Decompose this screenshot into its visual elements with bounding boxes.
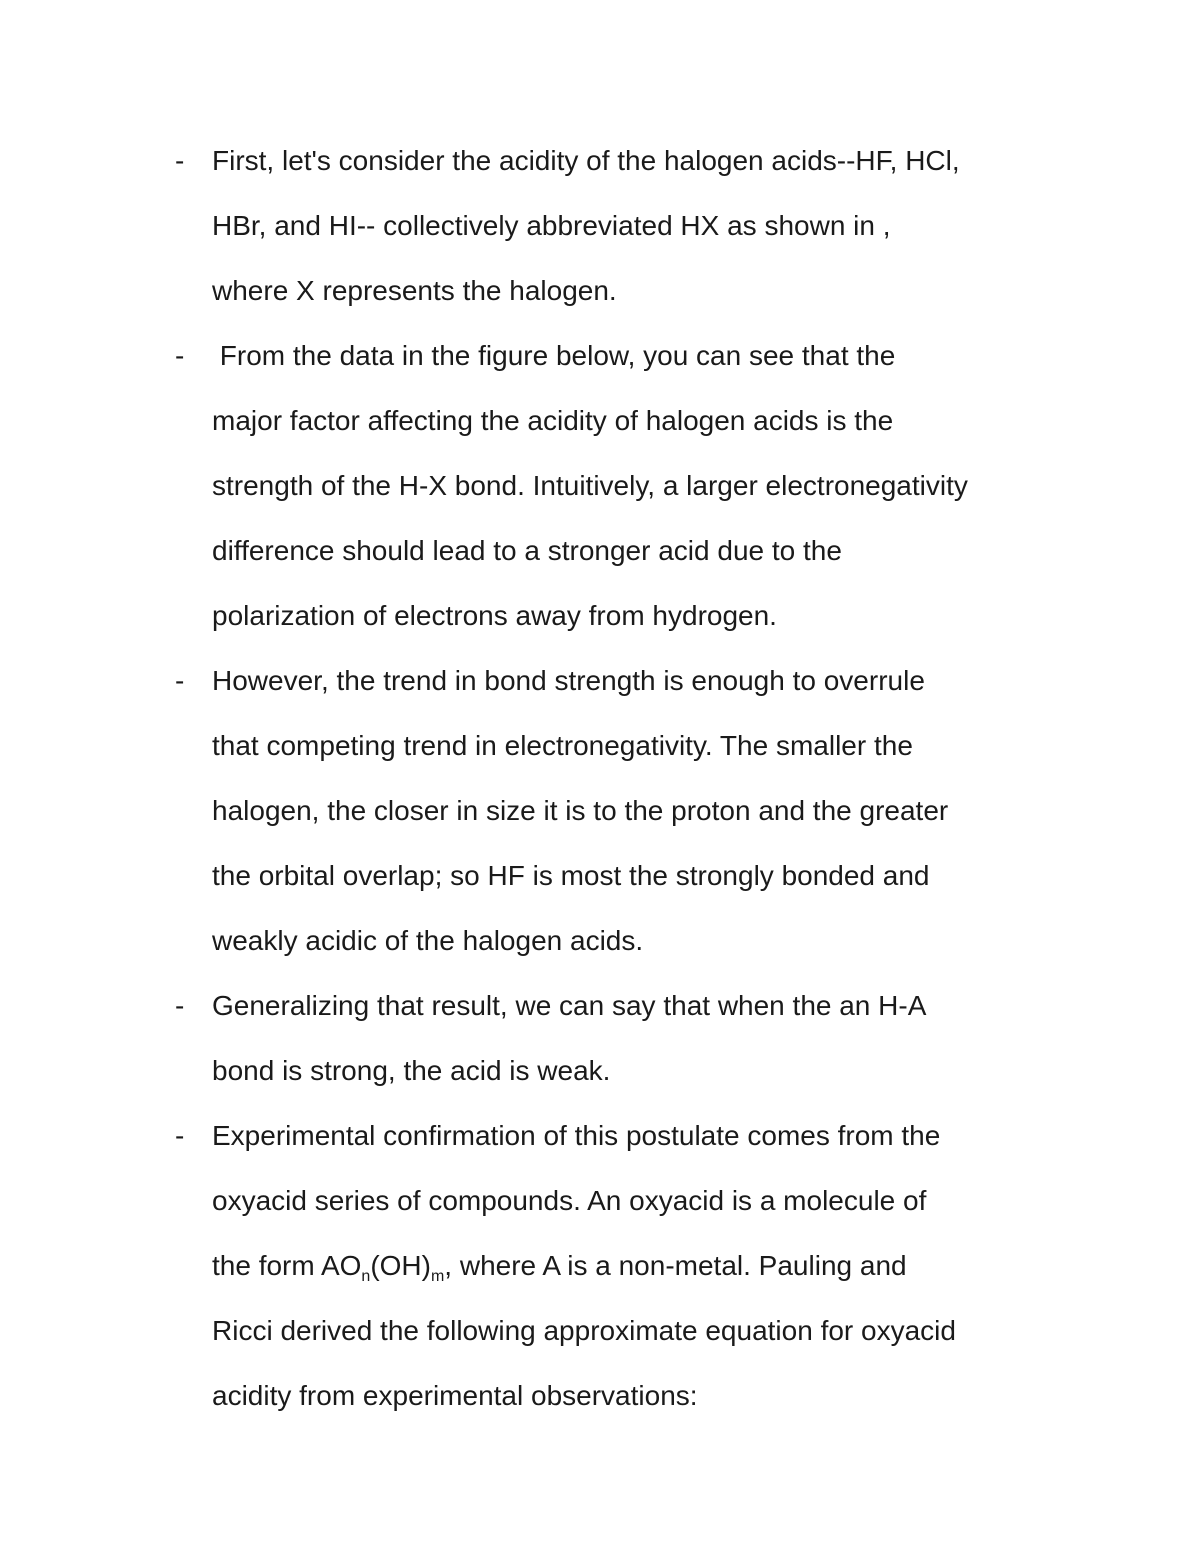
- text-line: Ricci derived the following approximate equation for oxyacid: [212, 1315, 956, 1346]
- bullet-dash: -: [175, 990, 185, 1021]
- text-line: halogen, the closer in size it is to the proton and the greater: [212, 795, 949, 826]
- text-line: From the data in the figure below, you can see that the: [212, 340, 896, 371]
- bullet-dash: -: [175, 665, 185, 696]
- text-line: First, let's consider the acidity of the halogen acids--HF, HCl,: [212, 145, 960, 176]
- text-line: weakly acidic of the halogen acids.: [212, 925, 644, 956]
- text-line: oxyacid series of compounds. An oxyacid is a molecule of: [212, 1185, 927, 1216]
- bullet-dash: -: [175, 340, 185, 371]
- formula-text-before: the form AO: [212, 1250, 362, 1281]
- bullet-dash: -: [175, 1120, 185, 1151]
- text-line: Experimental confirmation of this postulate comes from the: [212, 1120, 941, 1151]
- text-line: However, the trend in bond strength is enough to overrule: [212, 665, 925, 696]
- text-line: polarization of electrons away from hydrogen.: [212, 600, 777, 631]
- text-line: the orbital overlap; so HF is most the strongly bonded and: [212, 860, 930, 891]
- text-line: difference should lead to a stronger acid due to the: [212, 535, 842, 566]
- subscript-m: m: [430, 1268, 445, 1285]
- text-line: acidity from experimental observations:: [212, 1380, 698, 1411]
- formula-text-after: , where A is a non-metal. Pauling and: [444, 1250, 907, 1281]
- text-line: major factor affecting the acidity of halogen acids is the: [212, 405, 894, 436]
- subscript-n: n: [361, 1268, 371, 1285]
- text-line: strength of the H-X bond. Intuitively, a larger electronegativity: [212, 470, 968, 501]
- formula-text-mid: (OH): [370, 1250, 431, 1281]
- text-line: bond is strong, the acid is weak.: [212, 1055, 611, 1086]
- text-line: where X represents the halogen.: [212, 275, 617, 306]
- bullet-dash: -: [175, 145, 185, 176]
- formula-line: [212, 1233, 907, 1298]
- text-line: that competing trend in electronegativity. The smaller the: [212, 730, 913, 761]
- text-line: HBr, and HI-- collectively abbreviated HX as shown in ,: [212, 210, 891, 241]
- text-line: Generalizing that result, we can say that when the an H-A: [212, 990, 927, 1021]
